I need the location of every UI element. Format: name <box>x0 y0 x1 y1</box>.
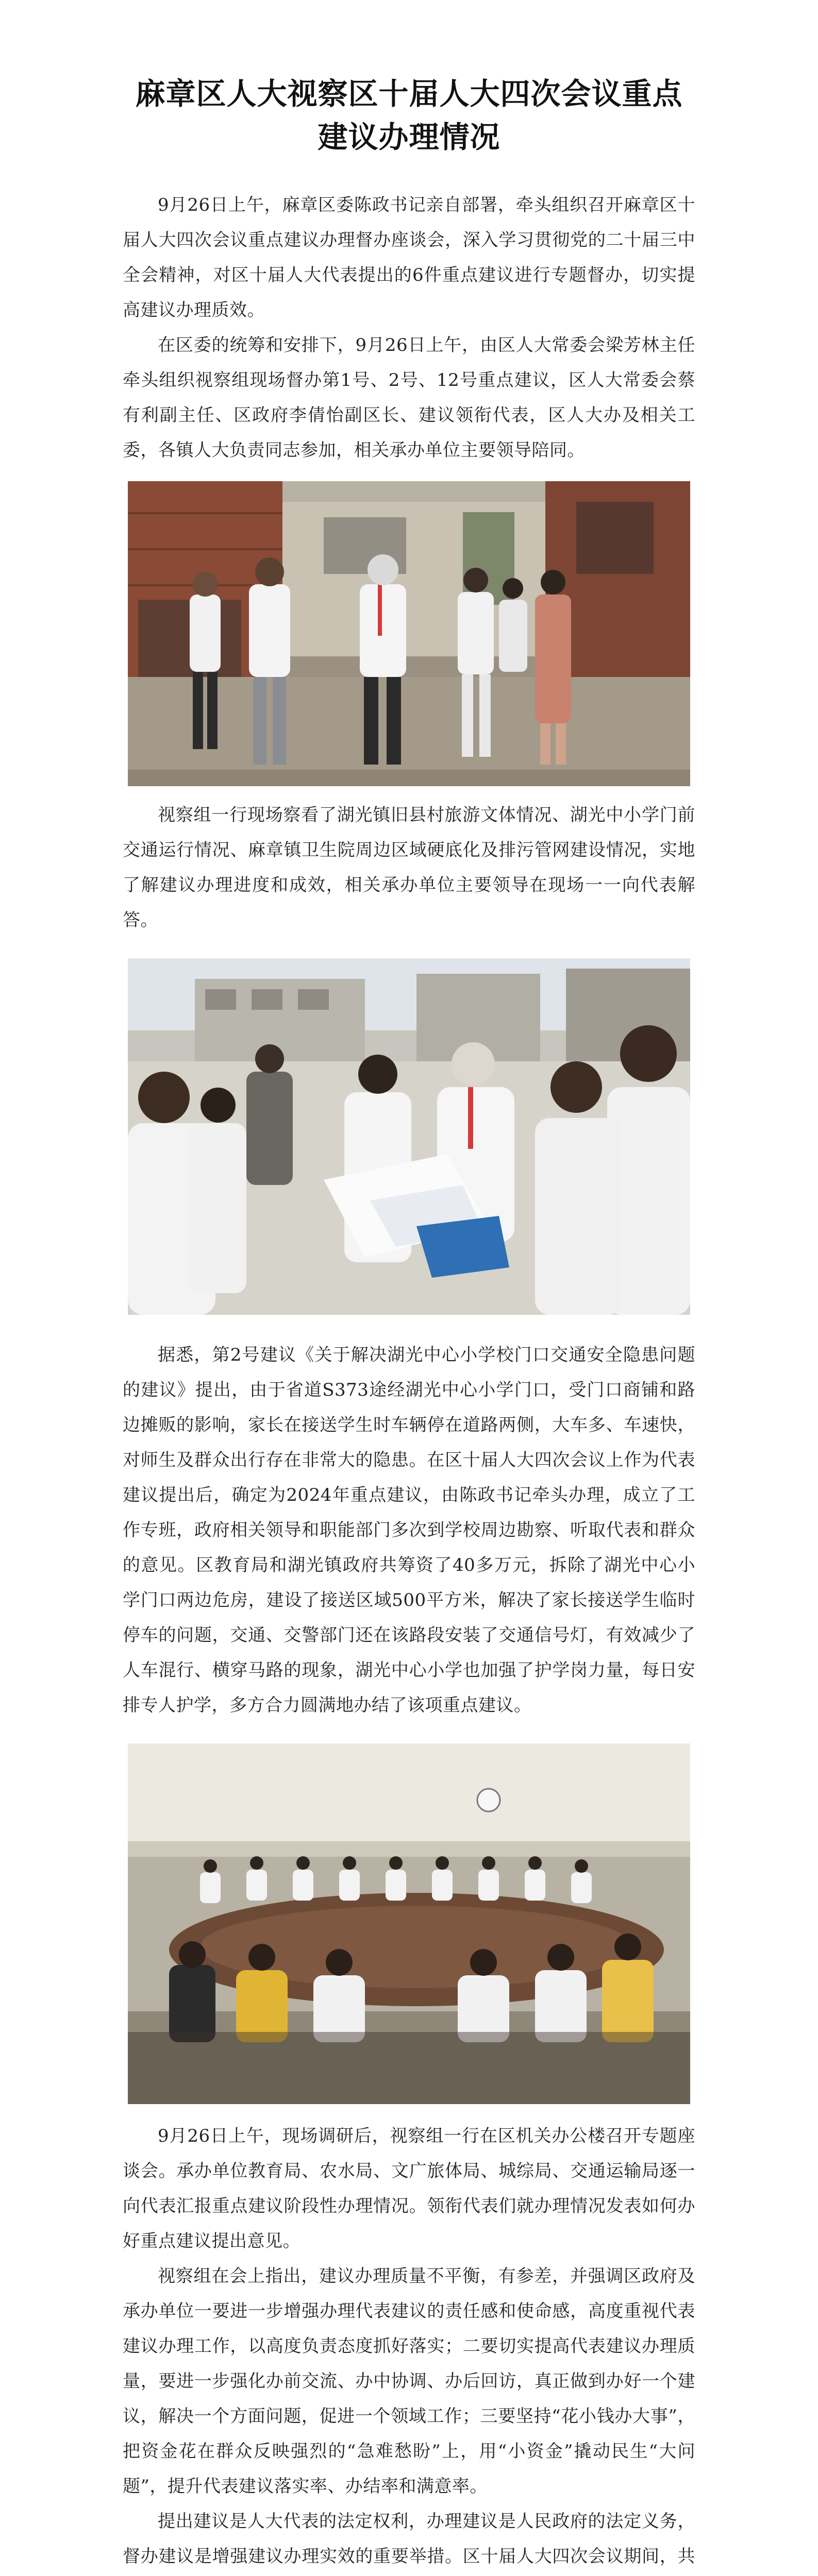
article-title-line-2: 建议办理情况 <box>318 120 500 155</box>
paragraph-inspection-remarks: 视察组在会上指出，建议办理质量不平衡，有参差，并强调区政府及承办单位一要进一步增强办理代表建议的责任感和使命感，高度重视代表建议办理工作，以高度负责态度抓好落实；二要切实提高代表建议办理质量，要进一步强化办前交流、办中协调、办后回访，真正做到办好一个建议，解决一个方面问题，促进一个领域工作；三要坚持“花小钱办大事”，把资金花在群众反映强烈的“急难愁盼”上，用“小资金”撬动民生“大问题”，提升代表建议落实率、办结率和满意率。 <box>123 2266 695 2497</box>
paragraph-arrangement: 在区委的统筹和安排下，9月26日上午，由区人大常委会梁芳林主任牵头组织视察组现场督办第1号、2号、12号重点建议，区人大常委会蔡有利副主任、区政府李倩怡副区长、建议领衔代表，区人大办及相关工委，各镇人大负责同志参加，相关承办单位主要领导陪同。 <box>123 335 695 461</box>
paragraph-symposium: 9月26日上午，现场调研后，视察组一行在区机关办公楼召开专题座谈会。承办单位教育局、农水局、文广旅体局、城综局、交通运输局逐一向代表汇报重点建议阶段性办理情况。领衔代表们就办理情况发表如何办好重点建议提出意见。 <box>123 2126 695 2251</box>
article-title-line-1: 麻章区人大视察区十届人大四次会议重点 <box>135 76 683 111</box>
paragraph-key-suggestion-2: 据悉，第2号建议《关于解决湖光中心小学校门口交通安全隐患问题的建议》提出，由于省道S373途经湖光中心小学门口，受门口商铺和路边摊贩的影响，家长在接送学生时车辆停在道路两侧，大车多、车速快，对师生及群众出行存在非常大的隐患。在区十届人大四次会议上作为代表建议提出后，确定为2024年重点建议，由陈政书记牵头办理，成立了工作专班，政府相关领导和职能部门多次到学校周边勘察、听取代表和群众的意见。区教育局和湖光镇政府共筹资了40多万元，拆除了湖光中心小学门口两边危房，建设了接送区域500平方米，解决了家长接送学生临时停车的问题，交通、交警部门还在该路段安装了交通信号灯，有效减少了人车混行、横穿马路的现象，湖光中心小学也加强了护学岗力量，每日安排专人护学，多方合力圆满地办结了该项重点建议。 <box>123 1345 695 1716</box>
article-title <box>123 72 695 159</box>
paragraph-intro: 9月26日上午，麻章区委陈政书记亲自部署，牵头组织召开麻章区十届人大四次会议重点建议办理督办座谈会，深入学习贯彻党的二十届三中全会精神，对区十届人大代表提出的6件重点建议进行专题督办，切实提高建议办理质效。 <box>123 195 695 320</box>
paragraph-conclusion: 提出建议是人大代表的法定权利，办理建议是人民政府的法定义务，督办建议是增强建议办理实效的重要举措。区十届人大四次会议期间，共 <box>123 2511 695 2567</box>
paragraph-site-inspection: 视察组一行现场察看了湖光镇旧县村旅游文体情况、湖光中小学门前交通运行情况、麻章镇卫生院周边区域硬底化及排污管网建设情况，实地了解建议办理进度和成效，相关承办单位主要领导在现场一一向代表解答。 <box>123 805 695 930</box>
photo-school-gate-discussion-image <box>128 958 690 1315</box>
photo-school-gate-discussion <box>128 958 690 1315</box>
photo-meeting-room <box>128 1743 690 2104</box>
article <box>123 0 695 2576</box>
photo-village-visit <box>128 481 690 786</box>
photo-village-visit-image <box>128 481 690 786</box>
photo-meeting-room-image <box>128 1743 690 2104</box>
